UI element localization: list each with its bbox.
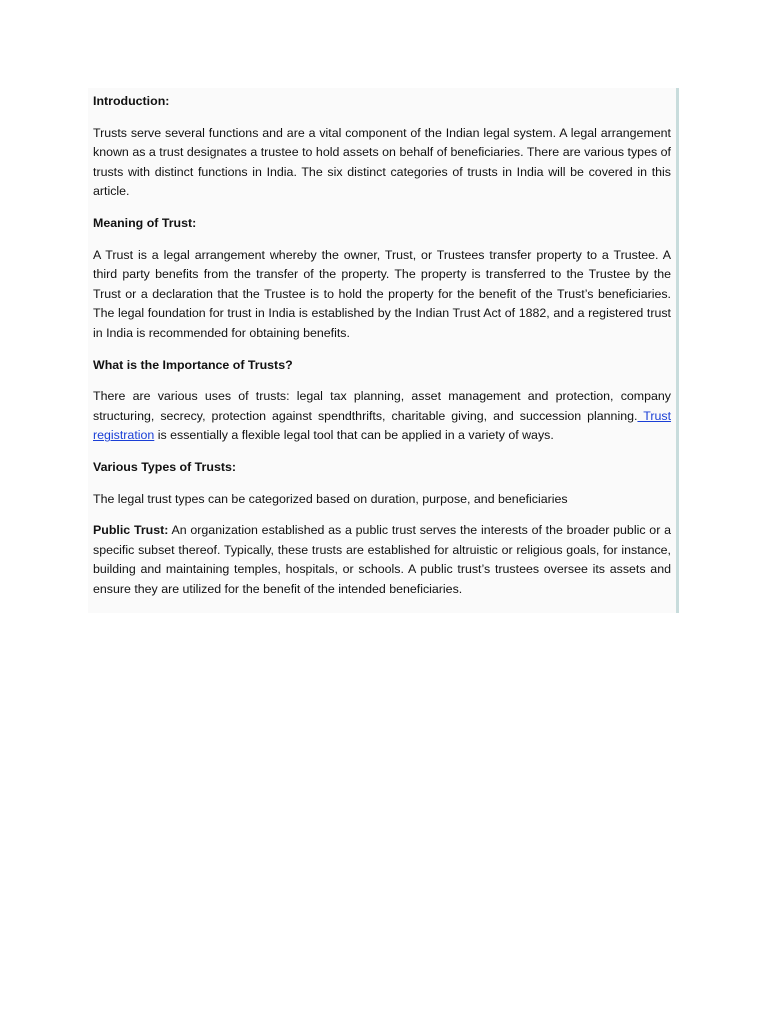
importance-heading: What is the Importance of Trusts?	[93, 357, 293, 372]
types-paragraph: The legal trust types can be categorized based on duration, purpose, and beneficiaries	[93, 491, 568, 506]
importance-text-after-link: is essentially a flexible legal tool that can be applied in a variety of ways.	[154, 428, 554, 443]
public-trust-text: An organization established as a public trust serves the interests of the broader public or a specific subset thereof. Typically, these trusts are established for altruistic or religious goals, for instance, building and maintaining temples, hospitals, or schools. A public trust’s trustees oversee its assets and ensure they are utilized for the benefit of the intended beneficiaries.	[93, 523, 671, 596]
introduction-heading: Introduction:	[93, 94, 170, 108]
public-trust-label: Public Trust:	[93, 523, 169, 538]
importance-paragraph	[93, 387, 671, 446]
meaning-heading: Meaning of Trust:	[93, 215, 197, 230]
article	[93, 92, 671, 611]
trust-registration-link[interactable]: Trust registration	[93, 408, 672, 443]
meaning-paragraph: A Trust is a legal arrangement whereby the owner, Trust, or Trustees transfer property to a Trustee. A third party benefits from the transfer of the property. The property is transferred to the Trustee by the Trust or a declaration that the Trustee is to hold the property for the benefit of the Trust’s beneficiaries. The legal foundation for trust in India is established by the Indian Trust Act of 1882, and a registered trust in India is recommended for obtaining benefits.	[93, 247, 671, 340]
types-heading: Various Types of Trusts:	[93, 459, 236, 474]
introduction-paragraph: Trusts serve several functions and are a vital component of the Indian legal system. A legal arrangement known as a trust designates a trustee to hold assets on behalf of beneficiaries. There are various types of trusts with distinct functions in India. The six distinct categories of trusts in India will be covered in this article.	[93, 125, 671, 199]
public-trust-paragraph	[93, 521, 671, 599]
importance-text-before-link: There are various uses of trusts: legal tax planning, asset management and protection, company structuring, secrecy, protection against spendthrifts, charitable giving, and succession planning.	[93, 389, 671, 423]
